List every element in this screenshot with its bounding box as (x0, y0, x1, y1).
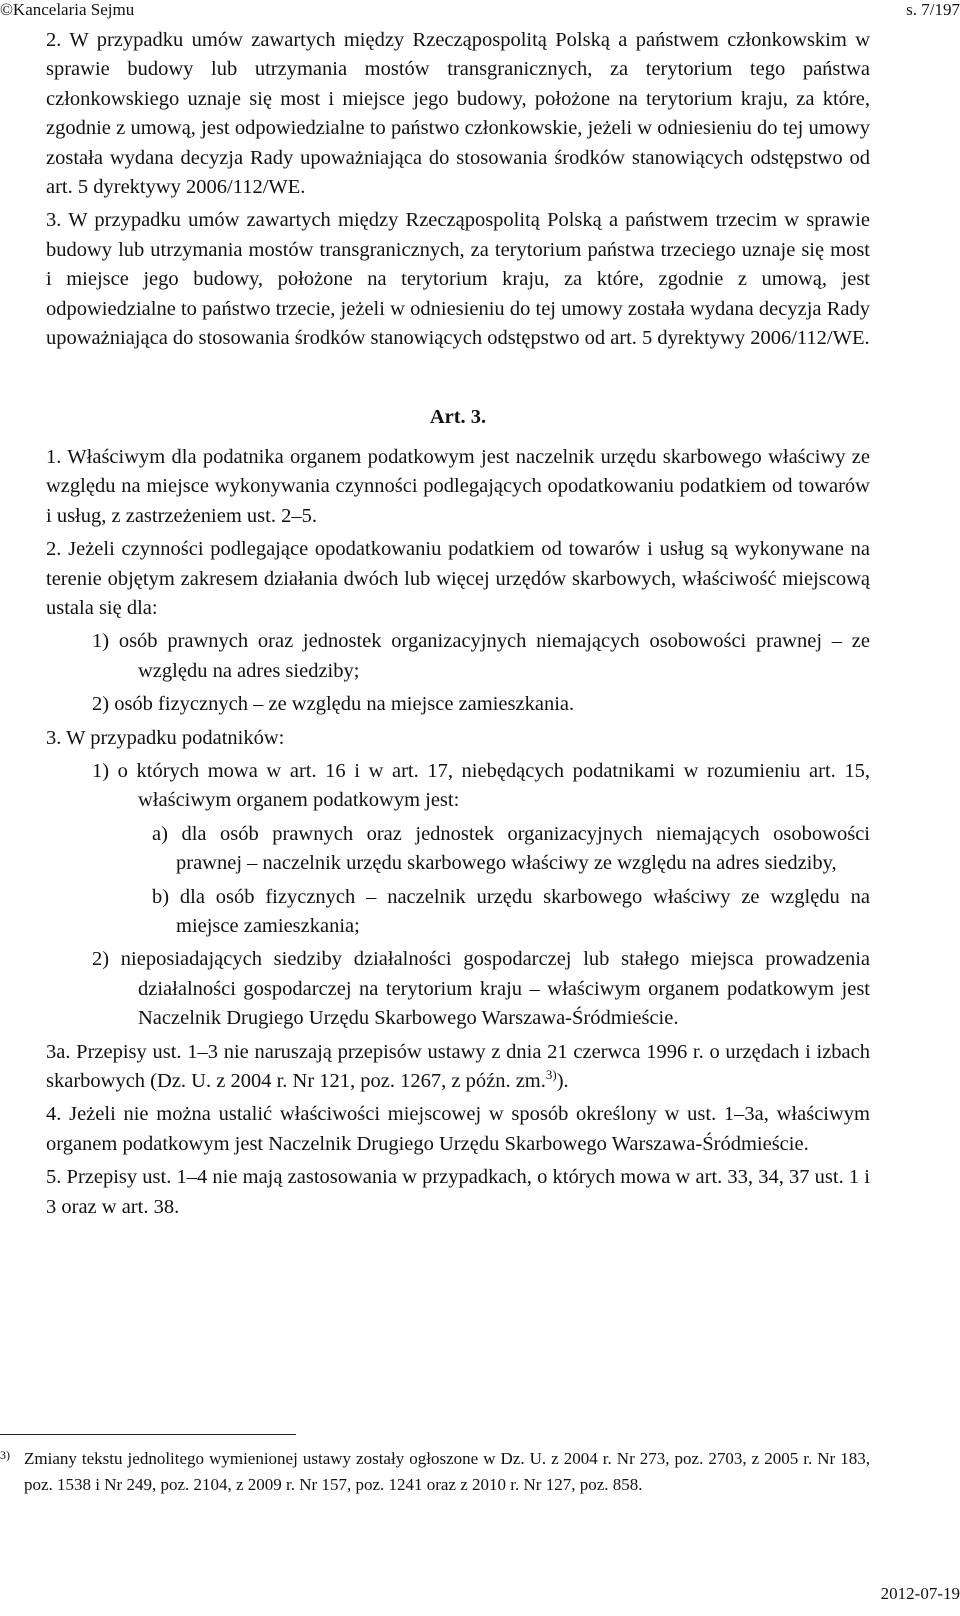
document-body (46, 26, 870, 1222)
footnote-reference[interactable]: 3) (545, 1067, 557, 1083)
header-copyright: ©Kancelaria Sejmu (0, 0, 135, 19)
page-header (0, 0, 960, 24)
footnote-mark: 3) (0, 1448, 10, 1462)
header-page-number: s. 7/197 (906, 0, 960, 19)
footnote (0, 1446, 870, 1498)
article-3-section-2: 2. Jeżeli czynności podlegające opodatkowaniu podatkiem od towarów i usług są wykonywane na terenie objętym zakresem działania dwóch lub więcej urzędów skarbowych, właściwość miejscową ustala się dla: (46, 538, 870, 619)
section-3a-text: 3a. Przepisy ust. 1–3 nie naruszają przepisów ustawy z dnia 21 czerwca 1996 r. o urzędach i izbach skarbowych (Dz. U. z 2004 r. Nr 121, poz. 1267, z późn. zm. (46, 1040, 870, 1092)
article-3-section-4: 4. Jeżeli nie można ustalić właściwości miejscowej w sposób określony w ust. 1–3a, właściwym organem podatkowym jest Naczelnik Drugiego Urzędu Skarbowego Warszawa-Śródmieście. (46, 1103, 870, 1155)
article-3-section-3-point-1-letter-a: a) dla osób prawnych oraz jednostek organizacyjnych niemających osobowości prawnej – naczelnik urzędu skarbowego właściwy ze względu na adres siedziby, (152, 822, 870, 875)
article-3-section-1: 1. Właściwym dla podatnika organem podatkowym jest naczelnik urzędu skarbowego właściwy ze względu na miejsce wykonywania czynności podlegających opodatkowaniu podatkiem od towarów i usług, z zastrzeżeniem ust. 2–5. (46, 445, 870, 527)
paragraph-2: 2. W przypadku umów zawartych między Rzecząpospolitą Polską a państwem członkowskim w sprawie budowy lub utrzymania mostów transgranicznych, za terytorium tego państwa członkowskiego uznaje się most i miejsce jego budowy, położone na terytorium kraju, za które, zgodnie z umową, jest odpowiedzialne to państwo członkowskie, jeżeli w odniesieniu do tej umowy została wydana decyzja Rady upoważniająca do stosowania środków stanowiących odstępstwo od art. 5 dyrektywy 2006/112/WE. (46, 29, 870, 199)
article-3-section-3: 3. W przypadku podatników: (46, 726, 285, 749)
paragraph-3: 3. W przypadku umów zawartych między Rzecząpospolitą Polską a państwem trzecim w sprawie budowy lub utrzymania mostów transgranicznych, za terytorium państwa trzeciego uznaje się most i miejsce jego budowy, położone na terytorium kraju, za które, zgodnie z umową, jest odpowiedzialne to państwo trzecie, jeżeli w odniesieniu do tej umowy została wydana decyzja Rady upoważniająca do stosowania środków stanowiących odstępstwo od art. 5 dyrektywy 2006/112/WE. (46, 209, 870, 350)
footnote-divider (0, 1434, 296, 1435)
article-3-section-3-point-2: 2) nieposiadających siedziby działalności gospodarczej lub stałego miejsca prowadzenia działalności gospodarczej na terytorium kraju – właściwym organem podatkowym jest Naczelnik Drugiego Urzędu Skarbowego Warszawa-Śródmieście. (92, 948, 870, 1030)
footer-date: 2012-07-19 (880, 1584, 960, 1603)
footnote-text: Zmiany tekstu jednolitego wymienionej ustawy zostały ogłoszone w Dz. U. z 2004 r. Nr 273, poz. 2703, z 2005 r. Nr 183, poz. 1538 i Nr 249, poz. 2104, z 2009 r. Nr 157, poz. 1241 oraz z 2010 r. Nr 127, poz. 858. (24, 1449, 870, 1494)
article-3-section-5: 5. Przepisy ust. 1–4 nie mają zastosowania w przypadkach, o których mowa w art. 33, 34, 37 ust. 1 i 3 oraz w art. 38. (46, 1166, 870, 1218)
article-title: Art. 3. (429, 406, 487, 429)
article-3-section-3-point-1: 1) o których mowa w art. 16 i w art. 17, niebędących podatnikami w rozumieniu art. 15, właściwym organem podatkowym jest: (92, 759, 870, 812)
article-3-section-2-point-1: 1) osób prawnych oraz jednostek organizacyjnych niemających osobowości prawnej – ze względu na adres siedziby; (92, 630, 870, 682)
article-3-section-3a (46, 1038, 870, 1097)
article-3-section-3-point-1-letter-b: b) dla osób fizycznych – naczelnik urzędu skarbowego właściwy ze względu na miejsce zamieszkania; (152, 885, 870, 937)
article-3-section-2-point-2: 2) osób fizycznych – ze względu na miejsce zamieszkania. (92, 693, 575, 716)
section-3a-end: ). (556, 1070, 569, 1092)
